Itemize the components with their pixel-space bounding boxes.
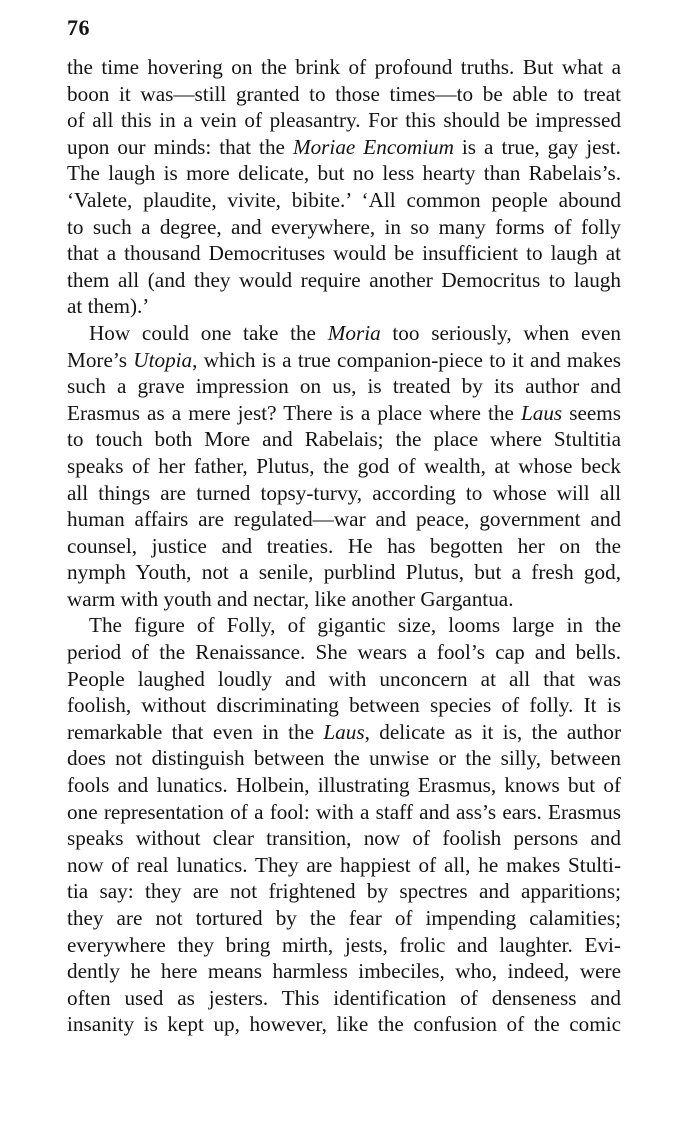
text-line: [67, 347, 621, 374]
text-segment: warm with youth and nectar, like another Gargantua.: [67, 586, 514, 611]
text-segment: boon it was—still granted to those times—to be able to treat: [67, 81, 621, 106]
text-line: [67, 160, 621, 187]
text-line: [67, 134, 621, 161]
text-segment: seems: [562, 400, 622, 425]
text-line: [67, 187, 621, 214]
text-segment: speaks of her father, Plutus, the god of wealth, at whose beck: [67, 453, 621, 478]
text-segment: the time hovering on the brink of profound truths. But what a: [67, 55, 621, 79]
text-line: [67, 214, 621, 241]
text-segment: tia say: they are not frightened by spectres and apparitions;: [67, 879, 621, 904]
italic-title: Laus: [520, 400, 563, 425]
text-segment: they are not tortured by the fear of impending calamities;: [67, 906, 621, 930]
text-segment: upon our minds: that the: [67, 134, 293, 159]
text-segment: nymph Youth, not a senile, purblind Plutus, but a fresh god,: [67, 560, 621, 585]
text-line: [67, 932, 621, 959]
italic-title: Moria: [327, 320, 381, 345]
text-segment: insanity is kept up, however, like the confusion of the comic: [67, 1012, 621, 1037]
italic-title: Laus: [323, 719, 365, 744]
text-segment: , delicate as it is, the author: [364, 719, 621, 744]
text-line: [67, 267, 621, 294]
text-segment: speaks without clear transition, now of foolish persons and: [67, 826, 621, 851]
text-segment: period of the Renaissance. She wears a fool’s cap and bells.: [67, 640, 621, 665]
text-line: [67, 54, 621, 81]
text-segment: them all (and they would require another Democritus to laugh: [67, 267, 621, 292]
text-segment: ‘Valete, plaudite, vivite, bibite.’ ‘All common people abound: [67, 187, 621, 212]
text-line: [67, 81, 621, 108]
text-line: [67, 107, 621, 134]
text-line: [67, 666, 621, 693]
text-segment: everywhere they bring mirth, jests, frolic and laughter. Evi-: [67, 932, 621, 957]
text-line: [67, 240, 621, 267]
text-line: [67, 293, 621, 320]
italic-title: Moriae Encomium: [292, 134, 454, 159]
text-segment: fools and lunatics. Holbein, illustrating Erasmus, knows but of: [67, 773, 621, 798]
text-segment: all things are turned topsy-turvy, according to whose will all: [67, 480, 621, 505]
text-segment: More’s: [67, 347, 134, 372]
text-segment: to such a degree, and everywhere, in so many forms of folly: [67, 214, 621, 239]
text-line: [67, 320, 621, 347]
text-segment: How could one take the: [89, 320, 328, 345]
text-line: [67, 825, 621, 852]
text-segment: counsel, justice and treaties. He has begotten her on the: [67, 533, 621, 558]
text-line: [67, 400, 621, 427]
text-line: [67, 639, 621, 666]
body-text: [67, 54, 621, 1038]
text-line: [67, 426, 621, 453]
text-segment: often used as jesters. This identification of denseness and: [67, 985, 621, 1010]
text-line: [67, 852, 621, 879]
text-segment: to touch both More and Rabelais; the place where Stultitia: [67, 427, 621, 452]
text-segment: dently he here means harmless imbeciles, who, indeed, were: [67, 959, 621, 984]
text-line: [67, 559, 621, 586]
text-segment: such a grave impression on us, is treated by its author and: [67, 374, 621, 399]
text-segment: that a thousand Democrituses would be insufficient to laugh at: [67, 241, 621, 266]
page-number: 76: [67, 15, 90, 40]
text-segment: human affairs are regulated—war and peace, government and: [67, 507, 621, 532]
text-segment: too seriously, when even: [380, 320, 621, 345]
text-segment: does not distinguish between the unwise or the silly, between: [67, 746, 621, 771]
text-line: [67, 480, 621, 507]
text-segment: , which is a true companion-piece to it and makes: [192, 347, 621, 372]
text-segment: at them).’: [67, 294, 150, 319]
text-line: [67, 905, 621, 932]
text-line: [67, 1011, 621, 1038]
text-segment: one representation of a fool: with a staff and ass’s ears. Erasmus: [67, 799, 621, 824]
text-line: [67, 878, 621, 905]
text-segment: Erasmus as a mere jest? There is a place where the: [67, 400, 521, 425]
text-line: [67, 772, 621, 799]
text-line: [67, 799, 621, 826]
text-segment: The laugh is more delicate, but no less hearty than Rabelais’s.: [67, 161, 621, 186]
text-line: [67, 506, 621, 533]
text-line: [67, 692, 621, 719]
text-line: [67, 985, 621, 1012]
text-segment: of all this in a vein of pleasantry. For this should be impressed: [67, 108, 621, 133]
text-segment: The figure of Folly, of gigantic size, looms large in the: [89, 613, 621, 638]
text-line: [67, 612, 621, 639]
text-segment: remarkable that even in the: [67, 719, 324, 744]
text-line: [67, 373, 621, 400]
text-segment: now of real lunatics. They are happiest of all, he makes Stulti-: [67, 852, 621, 877]
text-segment: is a true, gay jest.: [453, 134, 621, 159]
text-line: [67, 745, 621, 772]
italic-title: Utopia: [133, 347, 193, 372]
text-line: [67, 453, 621, 480]
text-line: [67, 586, 621, 613]
text-segment: foolish, without discriminating between species of folly. It is: [67, 693, 621, 718]
text-line: [67, 719, 621, 746]
text-line: [67, 533, 621, 560]
text-segment: People laughed loudly and with unconcern at all that was: [67, 666, 621, 691]
text-line: [67, 958, 621, 985]
